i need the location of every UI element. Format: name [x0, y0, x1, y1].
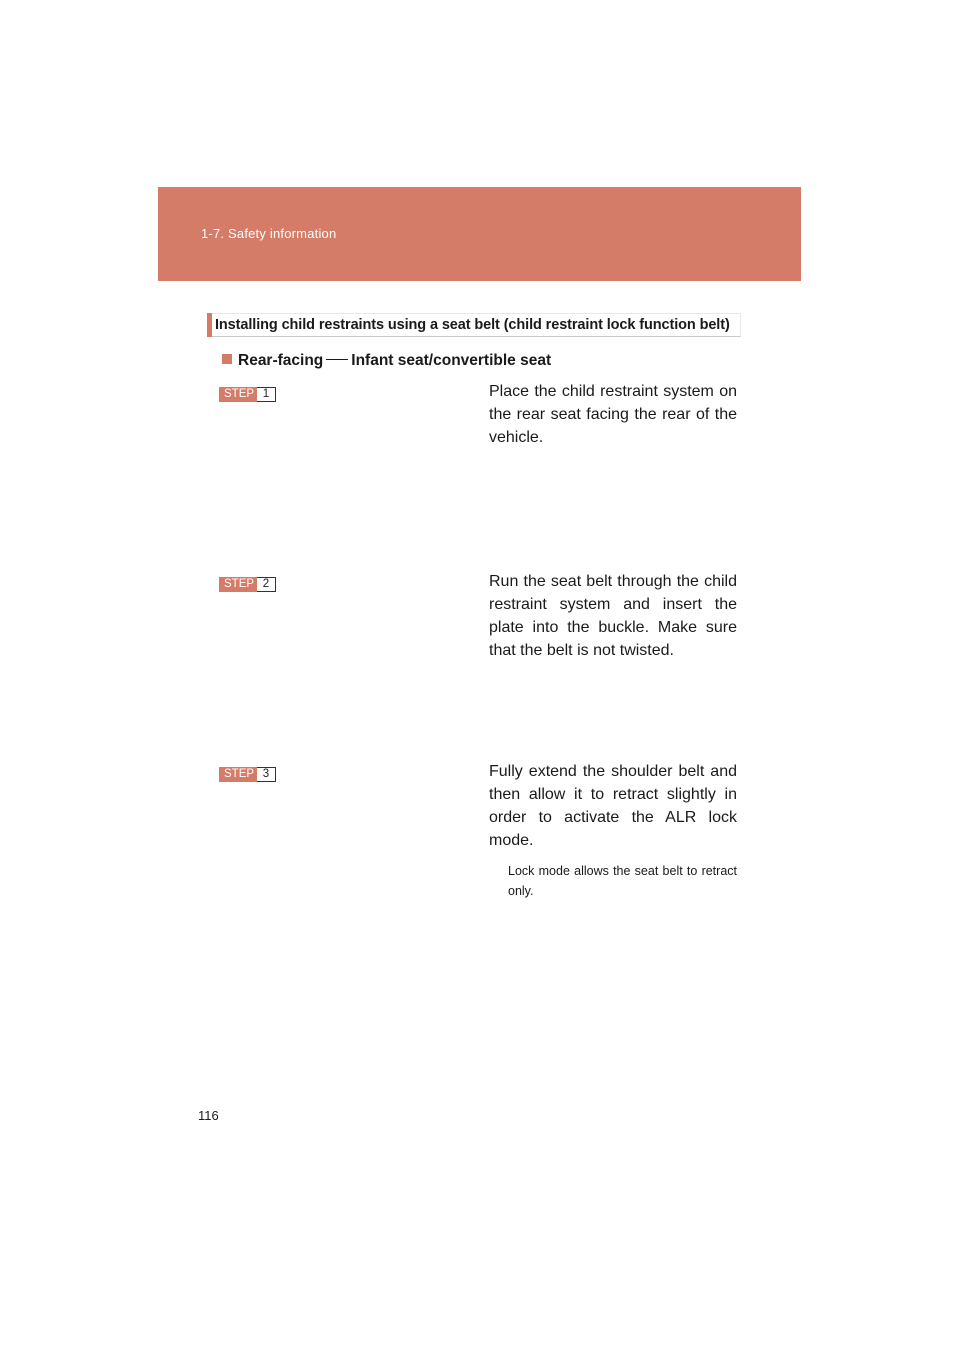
subheading-left: Rear-facing: [238, 352, 324, 369]
step-2-text: Run the seat belt through the child restraint system and insert the plate into the buckle. Make sure that the belt is not twisted.: [489, 573, 737, 659]
section-breadcrumb: 1-7. Safety information: [201, 226, 337, 241]
step-number: 1: [257, 387, 276, 402]
header-band: [158, 187, 801, 281]
subheading-right: Infant seat/convertible seat: [351, 352, 552, 369]
step-3-text: Fully extend the shoulder belt and then allow it to retract slightly in order to activate the ALR lock mode.: [489, 763, 737, 849]
step-label: STEP: [219, 767, 257, 782]
step-number: 2: [257, 577, 276, 592]
page-number: 116: [198, 1108, 219, 1123]
step-1-badge: [219, 387, 276, 402]
subheading: [222, 352, 551, 370]
step-label: STEP: [219, 577, 257, 592]
dash-separator: [326, 359, 348, 360]
step-3-badge: [219, 767, 276, 782]
square-bullet-icon: [222, 354, 232, 364]
step-2-badge: [219, 577, 276, 592]
step-label: STEP: [219, 387, 257, 402]
step-number: 3: [257, 767, 276, 782]
section-title: Installing child restraints using a seat belt (child restraint lock function belt): [215, 317, 730, 333]
section-title-accent: [207, 313, 212, 337]
step-1-text: Place the child restraint system on the rear seat facing the rear of the vehicle.: [489, 383, 737, 446]
step-3-note: Lock mode allows the seat belt to retract only.: [508, 864, 737, 898]
section-title-box: [207, 313, 741, 337]
